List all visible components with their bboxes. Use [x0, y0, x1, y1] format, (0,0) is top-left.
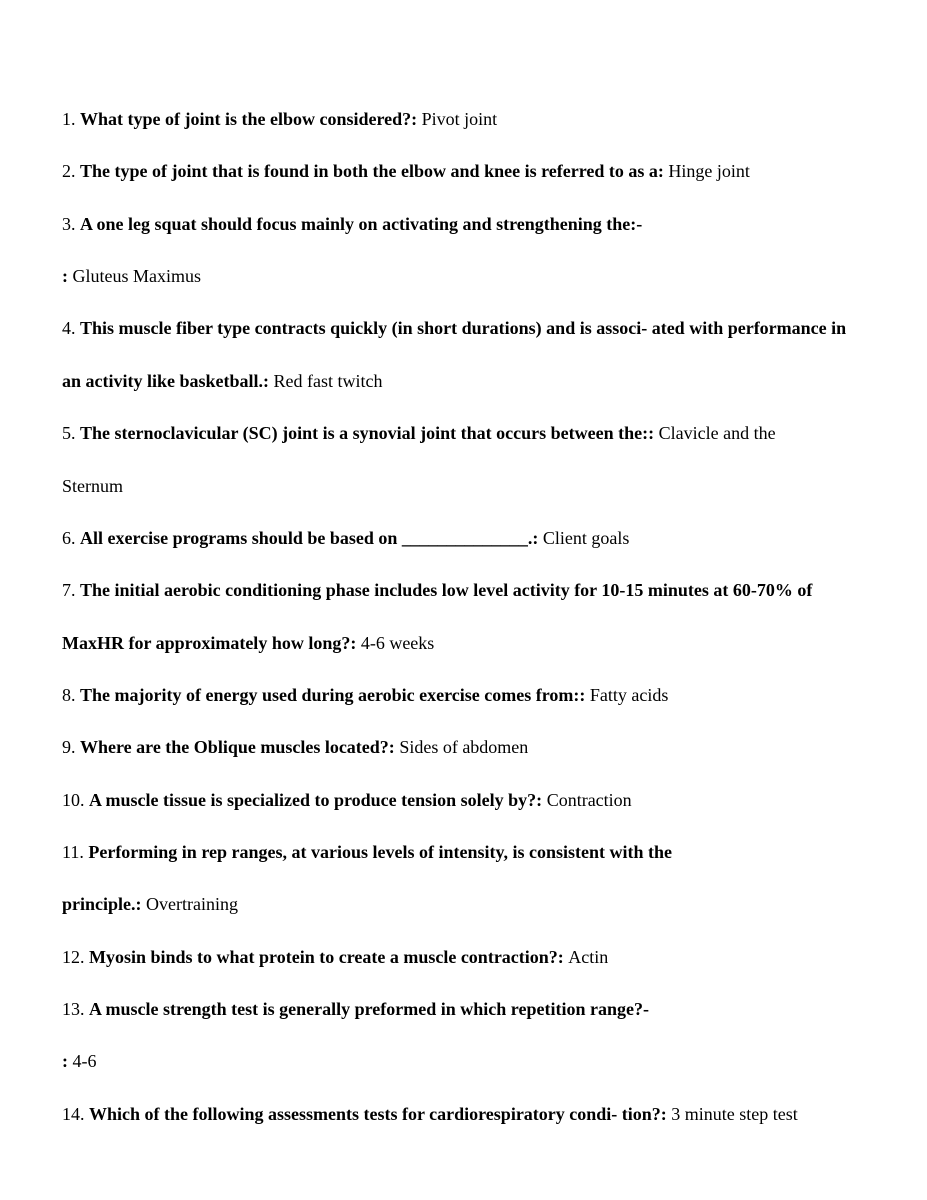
answer-text: Sternum [62, 475, 123, 496]
answer-text: 3 minute step test [671, 1103, 798, 1124]
qa-line [62, 669, 917, 721]
question-number: 2. [62, 161, 80, 182]
question-text: Performing in rep ranges, at various levels of intensity, is consistent with the [88, 842, 672, 863]
question-text: Myosin binds to what protein to create a muscle contraction?: [89, 946, 569, 967]
qa-line [62, 983, 917, 1035]
question-number: 9. [62, 737, 80, 758]
answer-text: Hinge joint [668, 161, 750, 182]
qa-line [62, 407, 917, 459]
question-text: A muscle strength test is generally preformed in which repetition range?- [89, 999, 649, 1020]
question-text: All exercise programs should be based on ______________.: [80, 527, 543, 548]
question-number: 6. [62, 527, 80, 548]
qa-line [62, 721, 917, 773]
question-text: MaxHR for approximately how long?: [62, 632, 361, 653]
question-text: The sternoclavicular (SC) joint is a synovial joint that occurs between the:: [80, 423, 659, 444]
qa-line [62, 355, 917, 407]
answer-text: Red fast twitch [273, 370, 383, 391]
question-text: A muscle tissue is specialized to produce tension solely by?: [89, 789, 547, 810]
question-text: What type of joint is the elbow considered?: [80, 109, 422, 129]
question-number: 7. [62, 580, 80, 601]
qa-line [62, 145, 917, 197]
answer-text: Actin [568, 946, 609, 967]
question-number: 8. [62, 684, 80, 705]
qa-line [62, 198, 917, 250]
answer-text: Contraction [546, 789, 632, 810]
question-number: 3. [62, 213, 80, 234]
qa-line [62, 512, 917, 564]
qa-line [62, 1035, 917, 1087]
question-number: 11. [62, 842, 89, 863]
question-number: 4. [62, 318, 80, 339]
question-text: A one leg squat should focus mainly on activating and strengthening the:- [80, 213, 643, 234]
qa-line [62, 93, 917, 145]
question-text: Where are the Oblique muscles located?: [80, 737, 400, 758]
qa-line [62, 931, 917, 983]
qa-line [62, 564, 917, 616]
question-number: 13. [62, 999, 89, 1020]
qa-line [62, 774, 917, 826]
question-number: 12. [62, 946, 89, 967]
question-text: This muscle fiber type contracts quickly (in short durations) and is associ- ated with performance in [80, 318, 847, 339]
question-text: an activity like basketball.: [62, 370, 274, 391]
answer-text: Sides of abdomen [399, 737, 529, 758]
question-text: The type of joint that is found in both the elbow and knee is referred to as a: [80, 161, 669, 182]
qa-line [62, 1088, 917, 1140]
qa-line [62, 460, 917, 512]
question-text: : [62, 1051, 73, 1072]
answer-text: Gluteus Maximus [72, 266, 201, 287]
question-number: 1. [62, 109, 80, 129]
question-number: 10. [62, 789, 89, 810]
answer-text: Pivot joint [421, 109, 498, 129]
qa-line [62, 878, 917, 930]
question-text: The majority of energy used during aerobic exercise comes from:: [80, 684, 590, 705]
answer-text: Fatty acids [589, 684, 669, 705]
question-text: Which of the following assessments tests for cardiorespiratory condi- tion?: [89, 1103, 672, 1124]
answer-text: 4-6 [72, 1051, 97, 1072]
question-number: 5. [62, 423, 80, 444]
answer-text: 4-6 weeks [360, 632, 435, 653]
qa-line [62, 250, 917, 302]
answer-text: Client goals [542, 527, 630, 548]
qa-line [62, 302, 917, 354]
answer-text: Overtraining [146, 894, 238, 915]
question-number: 14. [62, 1103, 89, 1124]
qa-list [62, 93, 917, 1140]
answer-text: Clavicle and the [658, 423, 776, 444]
question-text: : [62, 266, 73, 287]
question-text: The initial aerobic conditioning phase includes low level activity for 10-15 minutes at 60-70% of [80, 580, 813, 601]
qa-line [62, 826, 917, 878]
question-text: principle.: [62, 894, 146, 915]
qa-line [62, 617, 917, 669]
